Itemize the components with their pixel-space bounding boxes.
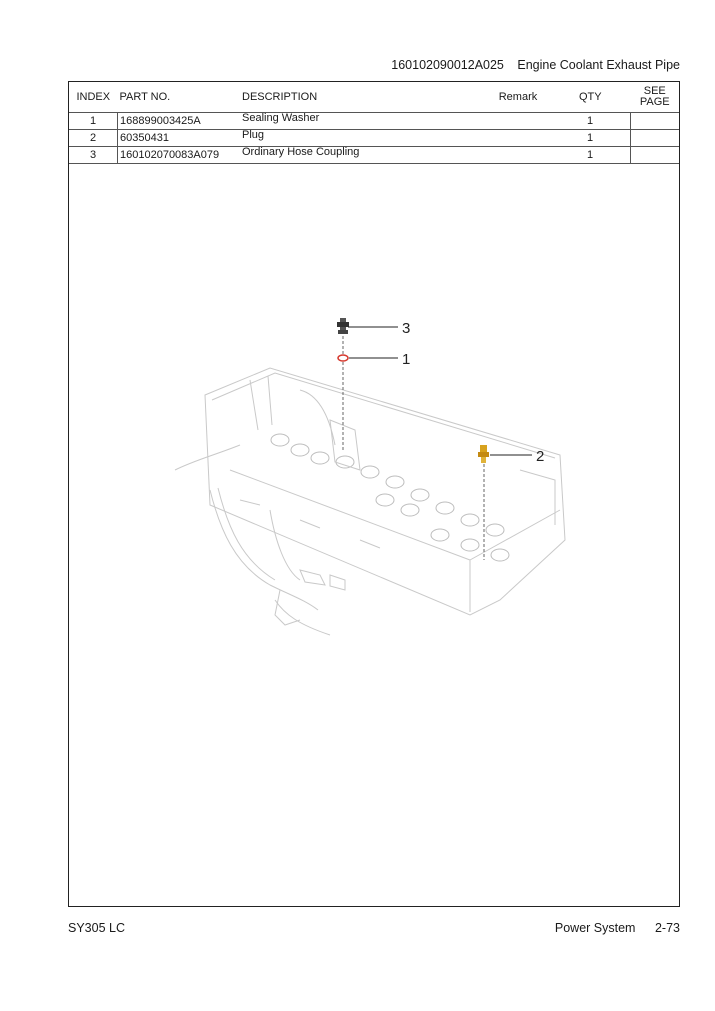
table-row: [69, 130, 679, 147]
table-header-row: [69, 82, 679, 113]
parts-table: [69, 82, 679, 164]
parts-frame: [68, 81, 680, 907]
cell-description: Plug: [240, 130, 486, 147]
footer-section: Power System: [554, 921, 636, 935]
table-row: [69, 147, 679, 164]
cell-index: 3: [69, 147, 118, 164]
col-description: DESCRIPTION: [240, 82, 486, 113]
header-part-title: Engine Coolant Exhaust Pipe: [517, 58, 680, 72]
col-see-page-line2: PAGE: [639, 96, 670, 108]
cell-see-page: [631, 147, 680, 164]
col-see-page-line1: SEE: [643, 85, 666, 97]
col-qty: QTY: [550, 82, 631, 113]
cell-see-page: [631, 113, 680, 130]
cell-qty: 1: [550, 130, 631, 147]
cell-index: 2: [69, 130, 118, 147]
cell-description: Sealing Washer: [240, 113, 486, 130]
col-index: INDEX: [69, 82, 118, 113]
col-remark: Remark: [486, 82, 550, 113]
cell-part-no: 168899003425A: [118, 113, 241, 130]
cell-part-no: 60350431: [118, 130, 241, 147]
footer-model: SY305 LC: [68, 921, 125, 935]
col-part-no: PART NO.: [118, 82, 241, 113]
callout-1: 1: [402, 351, 411, 368]
footer-page-number: 2-73: [654, 921, 680, 935]
cell-description: Ordinary Hose Coupling: [240, 147, 486, 164]
cell-qty: 1: [550, 147, 631, 164]
col-see-page: [631, 82, 680, 113]
table-row: [69, 113, 679, 130]
cell-remark: [486, 113, 550, 130]
cell-index: 1: [69, 113, 118, 130]
cell-remark: [486, 130, 550, 147]
cell-remark: [486, 147, 550, 164]
cell-part-no: 160102070083A079: [118, 147, 241, 164]
callout-2: 2: [536, 448, 545, 465]
page-header: [391, 58, 680, 72]
callout-3: 3: [402, 320, 411, 337]
header-part-code: 160102090012A025: [391, 58, 504, 72]
cell-qty: 1: [550, 113, 631, 130]
cell-see-page: [631, 130, 680, 147]
footer-section-page: [555, 921, 680, 935]
